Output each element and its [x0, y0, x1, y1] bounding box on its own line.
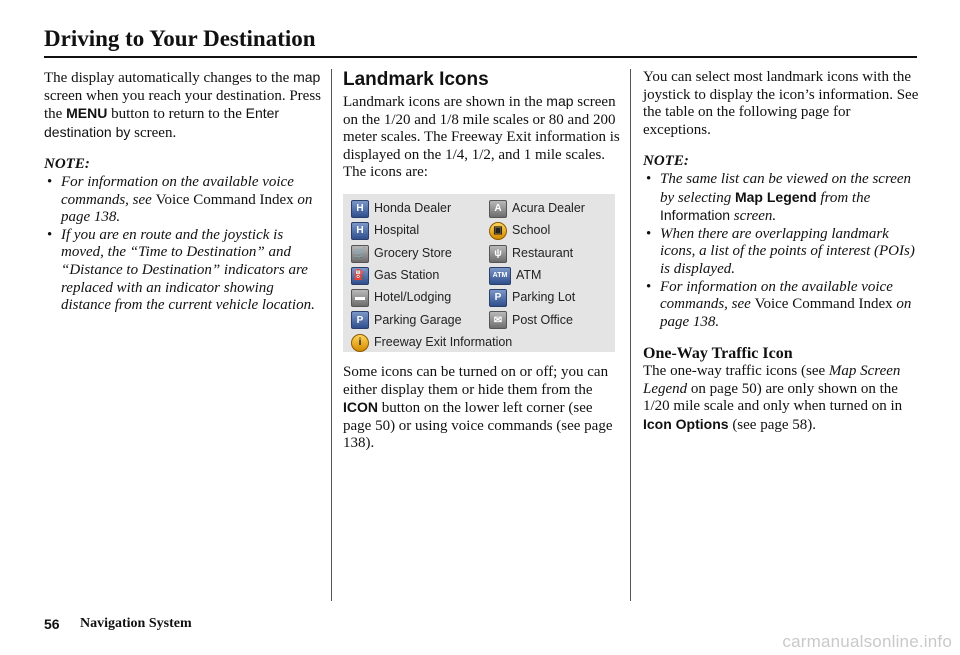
- button-name: MENU: [66, 105, 108, 122]
- acura-logo-icon: A: [489, 200, 507, 218]
- column-right: [643, 69, 921, 434]
- note-label: NOTE:: [643, 153, 689, 170]
- text: screen when you reach your destination. Press the: [44, 87, 322, 123]
- column-divider: [630, 69, 631, 601]
- sub-heading: One-Way Traffic Icon: [643, 345, 793, 363]
- text: from the: [816, 189, 871, 206]
- select-paragraph: You can select most landmark icons with the joystick to display the icon’s information. See the table on the following page for exceptions.: [643, 69, 919, 138]
- atm-icon: ATM: [489, 267, 511, 285]
- bullet-icon: •: [47, 173, 53, 190]
- legend-item: [489, 288, 575, 308]
- legend-label: Post Office: [512, 312, 573, 327]
- footer-title: Navigation System: [80, 616, 192, 631]
- note-label: NOTE:: [44, 156, 90, 173]
- legend-label: Hospital: [374, 223, 420, 238]
- text: on page 50) are only shown on the 1/20 mile scale and only when turned on in: [643, 380, 903, 415]
- honda-logo-icon: H: [351, 200, 369, 218]
- legend-label: School: [512, 223, 551, 238]
- intro-paragraph: [44, 69, 322, 142]
- text: screen.: [130, 124, 177, 141]
- menu-name: Icon Options: [643, 415, 729, 432]
- bullet-icon: •: [646, 225, 652, 242]
- reference-link: Voice Command Index: [754, 296, 893, 313]
- legend-item: [351, 333, 512, 353]
- reference-link: Map Screen Legend: [643, 362, 901, 397]
- legend-label: Freeway Exit Information: [374, 334, 513, 349]
- text: The same list can be viewed on the screen by selecting: [660, 170, 912, 206]
- note-list: [44, 174, 322, 315]
- legend-item: [489, 199, 585, 219]
- legend-label: Honda Dealer: [374, 201, 452, 216]
- legend-label: Parking Lot: [512, 290, 576, 305]
- page-number: 56: [44, 616, 60, 632]
- text: If you are en route and the joystick is moved, the “Time to Destination” and “Distance to Destination” indicators are replaced with an indicator showing distance from the current vehicle location.: [61, 226, 315, 314]
- hospital-icon: H: [351, 222, 369, 240]
- text: button on the lower left corner (see page 50) or using voice commands (see page 138).: [343, 400, 613, 452]
- info-icon: i: [351, 334, 369, 352]
- column-middle: [343, 69, 621, 453]
- note-list: [643, 171, 921, 331]
- legend-label: Grocery Store: [374, 245, 452, 260]
- legend-item: [489, 221, 550, 241]
- cart-icon: 🛒: [351, 245, 369, 263]
- note-item: [643, 171, 921, 226]
- legend-item: [351, 288, 451, 308]
- text: When there are overlapping landmark icons, a list of the points of interest (POIs) is displayed.: [660, 225, 915, 277]
- legend-item: [351, 244, 452, 264]
- note-item: [44, 174, 322, 227]
- menu-name: Map Legend: [734, 188, 817, 205]
- text: (see page 58).: [728, 416, 817, 433]
- legend-item: [489, 244, 573, 264]
- page-title: Driving to Your Destination: [44, 26, 316, 51]
- legend-item: [351, 310, 462, 330]
- parking-lot-icon: P: [489, 289, 507, 307]
- legend-label: ATM: [516, 268, 542, 283]
- text: button to return to the: [107, 106, 246, 123]
- fuel-pump-icon: ⛽: [351, 267, 369, 285]
- bed-icon: ▬: [351, 289, 369, 307]
- legend-label: Acura Dealer: [512, 201, 585, 216]
- school-icon: ▣: [489, 222, 507, 240]
- landmark-paragraph: [343, 93, 621, 182]
- text: screen.: [730, 208, 777, 225]
- button-name: ICON: [343, 399, 378, 416]
- note-item: [643, 279, 921, 332]
- text: screen on the 1/20 and 1/8 mile scales or 80 and 200 meter scales. The Freeway Exit information is displayed on the 1/4, 1/2, and 1 mile scales. The icons are:: [343, 94, 620, 181]
- legend-label: Restaurant: [512, 245, 574, 260]
- landmark-icon-legend: [343, 194, 615, 352]
- screen-name: Enter destination by: [44, 105, 280, 140]
- text: The display automatically changes to the: [44, 70, 294, 86]
- text: on page 138.: [660, 296, 912, 330]
- legend-item: [351, 266, 439, 286]
- legend-label: Parking Garage: [374, 312, 462, 327]
- bullet-icon: •: [47, 226, 53, 243]
- text: Landmark icons are shown in the: [343, 94, 547, 110]
- text: on page 138.: [61, 191, 313, 226]
- legend-item: [489, 266, 541, 286]
- icon-toggle-paragraph: [343, 364, 621, 453]
- section-heading: Landmark Icons: [343, 69, 489, 90]
- legend-item: [489, 310, 573, 330]
- legend-item: [351, 199, 451, 219]
- bullet-icon: •: [646, 278, 652, 295]
- reference-link: Voice Command Index: [155, 191, 294, 208]
- column-left: [44, 69, 322, 315]
- text: Some icons can be turned on or off; you can either display them or hide them from the: [343, 363, 609, 398]
- text: The one-way traffic icons (see: [643, 362, 829, 379]
- column-divider: [331, 69, 332, 601]
- screen-name: map: [546, 93, 574, 109]
- bullet-icon: •: [646, 170, 652, 187]
- note-item: [643, 226, 921, 279]
- watermark: carmanualsonline.info: [782, 632, 952, 651]
- title-rule: [44, 56, 917, 58]
- screen-name: Information: [660, 207, 731, 224]
- text: For information on the available voice commands, see: [61, 173, 294, 208]
- legend-item: [351, 221, 419, 241]
- one-way-paragraph: [643, 363, 921, 434]
- note-item: [44, 227, 322, 315]
- legend-label: Hotel/Lodging: [374, 290, 452, 305]
- mailbox-icon: ✉: [489, 311, 507, 329]
- screen-name: map: [293, 69, 321, 85]
- legend-label: Gas Station: [374, 268, 440, 283]
- fork-knife-icon: ψ: [489, 245, 507, 263]
- parking-garage-icon: P: [351, 311, 369, 329]
- text: For information on the available voice commands, see: [660, 278, 893, 313]
